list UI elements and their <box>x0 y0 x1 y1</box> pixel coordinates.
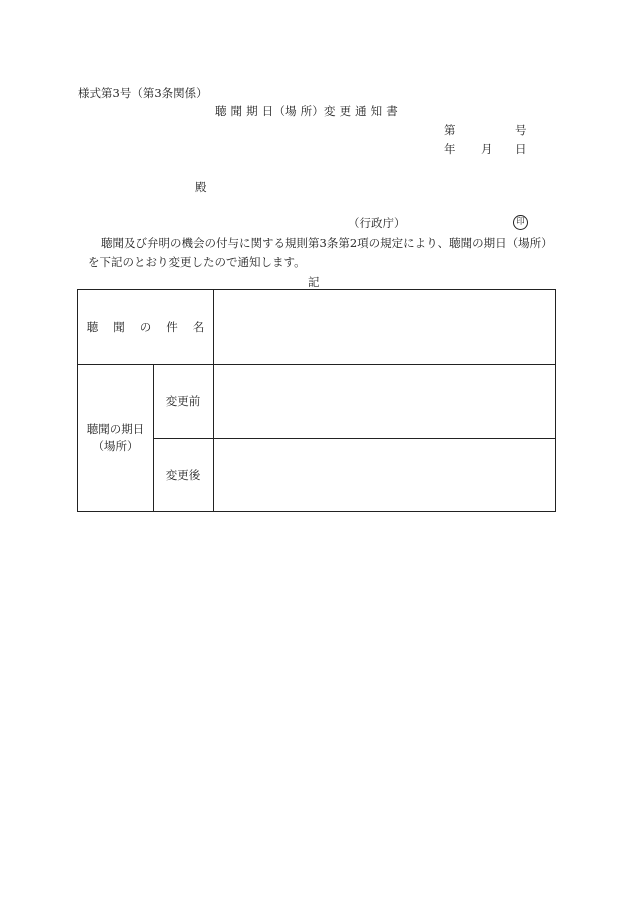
document-number-suffix: 号 <box>515 123 527 137</box>
case-name-char: 聞 <box>113 320 125 334</box>
case-name-char: 件 <box>166 320 178 334</box>
date-year-label: 年 <box>444 142 456 156</box>
body-text-line-1: 聴聞及び弁明の機会の付与に関する規則第3条第2項の規定により、聴聞の期日（場所） <box>101 236 553 250</box>
hearing-date-label <box>78 364 153 512</box>
after-change-value <box>213 438 555 512</box>
after-change-label: 変更後 <box>165 468 201 482</box>
before-change-label: 変更前 <box>165 394 201 408</box>
form-number: 様式第3号（第3条関係） <box>78 86 208 100</box>
document-title: 聴 聞 期 日（場 所）変 更 通 知 書 <box>215 104 398 118</box>
body-text-line-2: を下記のとおり変更したので通知します。 <box>88 255 306 269</box>
date-month-label: 月 <box>481 142 493 156</box>
case-name-value <box>213 290 555 364</box>
case-name-char: 名 <box>192 320 205 334</box>
case-name-char: 聴 <box>86 320 99 334</box>
document-number-prefix: 第 <box>444 123 456 137</box>
sender-agency: （行政庁） <box>348 216 406 230</box>
case-name-label <box>78 290 213 364</box>
date-day-label: 日 <box>515 142 527 156</box>
hearing-date-label-line-1: 聴聞の期日 <box>86 422 145 436</box>
hearing-date-label-line-2: （場所） <box>92 439 139 453</box>
before-change-value <box>213 364 555 438</box>
case-name-char: の <box>139 320 152 334</box>
ki-heading: 記 <box>308 275 320 289</box>
notice-table <box>77 289 556 512</box>
seal-mark: 印 <box>513 215 528 230</box>
addressee-honorific: 殿 <box>195 180 207 194</box>
